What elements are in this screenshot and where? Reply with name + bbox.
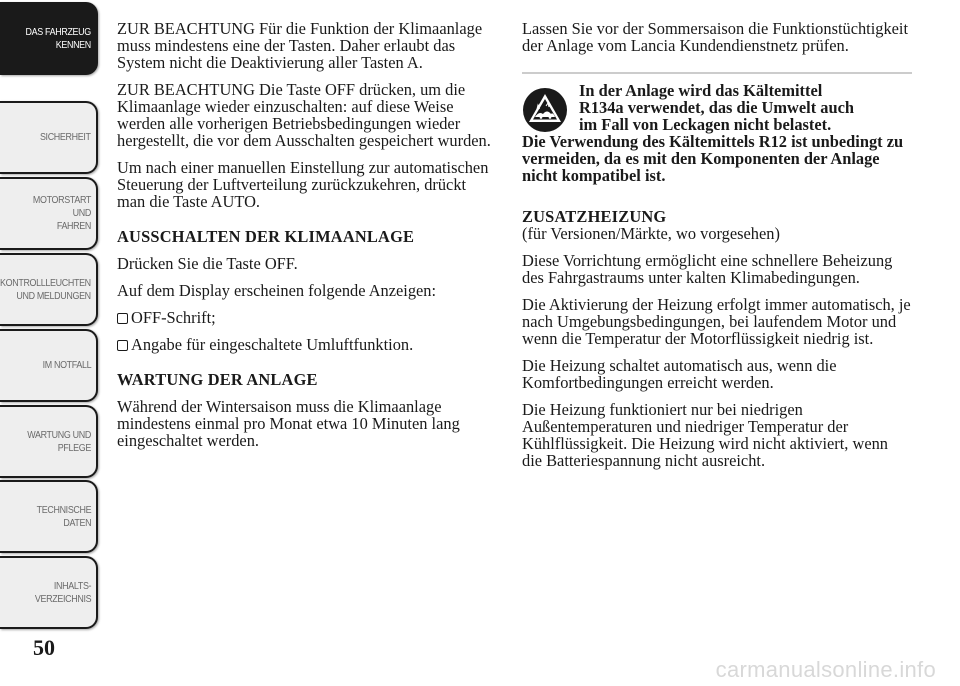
environment-warning-triangle-icon xyxy=(522,87,568,133)
body-paragraph: Die Aktivierung der Heizung erfolgt immer automatisch, je nach Umgebungsbedingungen, bei laufendem Motor und wenn die Temperatur der Motorflüssigkeit niedrig ist. xyxy=(522,295,911,348)
section-heading: WARTUNG DER ANLAGE xyxy=(117,370,318,389)
body-paragraph: Diese Vorrichtung ermöglicht eine schnellere Beheizung des Fahrgastraums unter kalten Klimabedingungen. xyxy=(522,251,893,287)
list-item: Angabe für eingeschaltete Umluftfunktion. xyxy=(117,336,497,353)
warning-line: In der Anlage wird das Kältemittel xyxy=(579,81,823,100)
note-paragraph: ZUR BEACHTUNG Für die Funktion der Klimaanlage muss mindestens eine der Tasten. Daher erlaubt das System nicht die Deaktivierung aller Tasten A. xyxy=(117,19,483,72)
left-column xyxy=(117,20,497,459)
section-subheading: (für Versionen/Märkte, wo vorgesehen) xyxy=(522,224,780,243)
tab-inhaltsverzeichnis[interactable] xyxy=(0,556,98,629)
checkbox-bullet-icon xyxy=(117,340,128,351)
tab-label: INHALTS- VERZEICHNIS xyxy=(34,579,91,605)
body-paragraph: Während der Wintersaison muss die Klimaanlage mindestens einmal pro Monat etwa 10 Minuten lang eingeschaltet werden. xyxy=(117,397,460,450)
warning-line: R134a verwendet, das die Umwelt auch xyxy=(579,98,854,117)
section-heading: AUSSCHALTEN DER KLIMAANLAGE xyxy=(117,227,415,246)
body-paragraph: Die Heizung funktioniert nur bei niedrigen Außentemperaturen und niedriger Temperatur der Kühlflüssigkeit. Die Heizung wird nicht aktiviert, wenn die Batteriespannung nicht ausreicht. xyxy=(522,400,888,470)
section-heading: ZUSATZHEIZUNG xyxy=(522,207,667,226)
divider xyxy=(522,72,912,74)
list-item: OFF-Schrift; xyxy=(117,309,497,326)
tab-label: WARTUNG UND PFLEGE xyxy=(27,428,91,454)
tab-das-fahrzeug-kennen[interactable] xyxy=(0,2,98,75)
warning-text: Die Verwendung des Kältemittels R12 ist unbedingt zu vermeiden, da es mit den Komponenten der Anlage nicht kompatibel ist. xyxy=(522,132,904,185)
body-paragraph: Um nach einer manuellen Einstellung zur automatischen Steuerung der Luftverteilung zurückzukehren, drückt man die Taste AUTO. xyxy=(117,158,489,211)
warning-line: im Fall von Leckagen nicht belastet. xyxy=(579,115,832,134)
tab-motorstart-und-fahren[interactable] xyxy=(0,177,98,250)
body-paragraph: Lassen Sie vor der Sommersaison die Funktionstüchtigkeit der Anlage vom Lancia Kundendienstnetz prüfen. xyxy=(522,19,909,55)
right-column xyxy=(522,20,912,479)
checkbox-bullet-icon xyxy=(117,313,128,324)
tab-label: IM NOTFALL xyxy=(42,359,91,371)
body-paragraph: Die Heizung schaltet automatisch aus, wenn die Komfortbedingungen erreicht werden. xyxy=(522,356,837,392)
watermark: carmanualsonline.info xyxy=(715,657,936,682)
tab-technische-daten[interactable] xyxy=(0,480,98,553)
body-paragraph: Drücken Sie die Taste OFF. xyxy=(117,254,298,273)
note-paragraph: ZUR BEACHTUNG Die Taste OFF drücken, um die Klimaanlage wieder einzuschalten: auf diese Weise werden alle vorherigen Betriebsbedingungen wieder hergestellt, die vor dem Ausschalten gespeichert wurden. xyxy=(117,80,491,150)
tab-label: DAS FAHRZEUG KENNEN xyxy=(25,25,91,51)
tab-kontrollleuchten[interactable] xyxy=(0,253,98,326)
tab-label: TECHNISCHE DATEN xyxy=(36,503,91,529)
tab-label: KONTROLLLEUCHTEN UND MELDUNGEN xyxy=(0,276,91,302)
tab-wartung-und-pflege[interactable] xyxy=(0,405,98,478)
warning-box xyxy=(522,82,912,184)
tab-label: SICHERHEIT xyxy=(40,131,91,143)
body-paragraph: Auf dem Display erscheinen folgende Anzeigen: xyxy=(117,281,437,300)
tab-im-notfall[interactable] xyxy=(0,329,98,402)
tab-sicherheit[interactable] xyxy=(0,101,98,174)
page-number: 50 xyxy=(33,635,55,660)
tab-label: MOTORSTART UND FAHREN xyxy=(32,194,91,232)
